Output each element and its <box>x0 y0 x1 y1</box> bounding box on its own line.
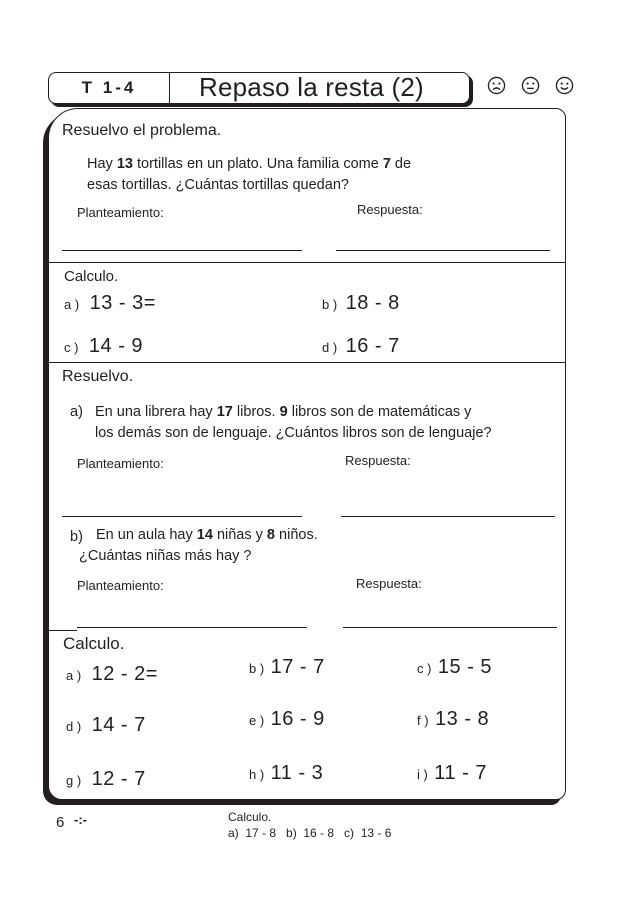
respuesta-label: Respuesta: <box>345 453 411 468</box>
page-mark: -:- <box>74 812 87 827</box>
planteamiento-label: Planteamiento: <box>77 205 164 220</box>
footer-note-title: Calculo. <box>228 810 272 824</box>
calc-item: g ) 12 - 7 <box>66 768 146 790</box>
problem2a-label: a) <box>70 404 83 420</box>
section2-heading: Resuelvo. <box>62 368 134 385</box>
respuesta-label: Respuesta: <box>357 202 423 217</box>
calc-item: c ) 15 - 5 <box>417 656 493 678</box>
footer-note-items: a) 17 - 8 b) 16 - 8 c) 13 - 6 <box>228 826 392 840</box>
problem2b-label: b) <box>70 529 83 545</box>
calculo2-heading: Calculo. <box>63 634 125 653</box>
calc-item: i ) 11 - 7 <box>417 762 487 784</box>
respuesta-line[interactable] <box>336 250 550 251</box>
page-title: Repaso la resta (2) <box>199 72 424 102</box>
planteamiento-line[interactable] <box>77 627 307 628</box>
divider <box>49 630 77 631</box>
problem2a-text: En una librera hay 17 libros. 9 libros son de matemáticas y los demás son de lenguaje. ¿Cuántos libros son de lenguaje? <box>95 404 492 441</box>
calc-item: h ) 11 - 3 <box>249 762 324 784</box>
planteamiento-line[interactable] <box>62 250 302 251</box>
respuesta-line[interactable] <box>341 516 555 517</box>
problem2b-text: En un aula hay 14 niñas y 8 niños. <box>96 527 318 543</box>
calc-item: a ) 13 - 3= <box>64 292 156 314</box>
calc-item: d ) 16 - 7 <box>322 335 400 357</box>
calc-item: b ) 17 - 7 <box>249 656 325 678</box>
divider <box>49 262 565 263</box>
planteamiento-label: Planteamiento: <box>77 456 164 471</box>
planteamiento-line[interactable] <box>62 516 302 517</box>
sad-face-icon[interactable] <box>487 76 506 95</box>
calculo1-heading: Calculo. <box>64 268 119 285</box>
respuesta-label: Respuesta: <box>356 576 422 591</box>
lesson-code: T 1-4 <box>49 73 170 103</box>
calc-item: b ) 18 - 8 <box>322 292 400 314</box>
section1-heading: Resuelvo el problema. <box>62 122 222 139</box>
page-number: 6 <box>56 814 65 831</box>
happy-face-icon[interactable] <box>555 76 574 95</box>
calc-item: e ) 16 - 9 <box>249 708 325 730</box>
calc-item: c ) 14 - 9 <box>64 335 144 357</box>
planteamiento-label: Planteamiento: <box>77 578 164 593</box>
calc-item: a ) 12 - 2= <box>66 663 158 685</box>
neutral-face-icon[interactable] <box>521 76 540 95</box>
problem2b-question: ¿Cuántas niñas más hay ? <box>79 548 252 564</box>
divider <box>49 362 565 363</box>
respuesta-line[interactable] <box>343 627 557 628</box>
calc-item: f ) 13 - 8 <box>417 708 490 730</box>
calc-item: d ) 14 - 7 <box>66 714 146 736</box>
header-bar <box>48 72 470 104</box>
problem1-text: Hay 13 tortillas en un plato. Una familia come 7 de esas tortillas. ¿Cuántas tortillas quedan? <box>87 156 412 193</box>
